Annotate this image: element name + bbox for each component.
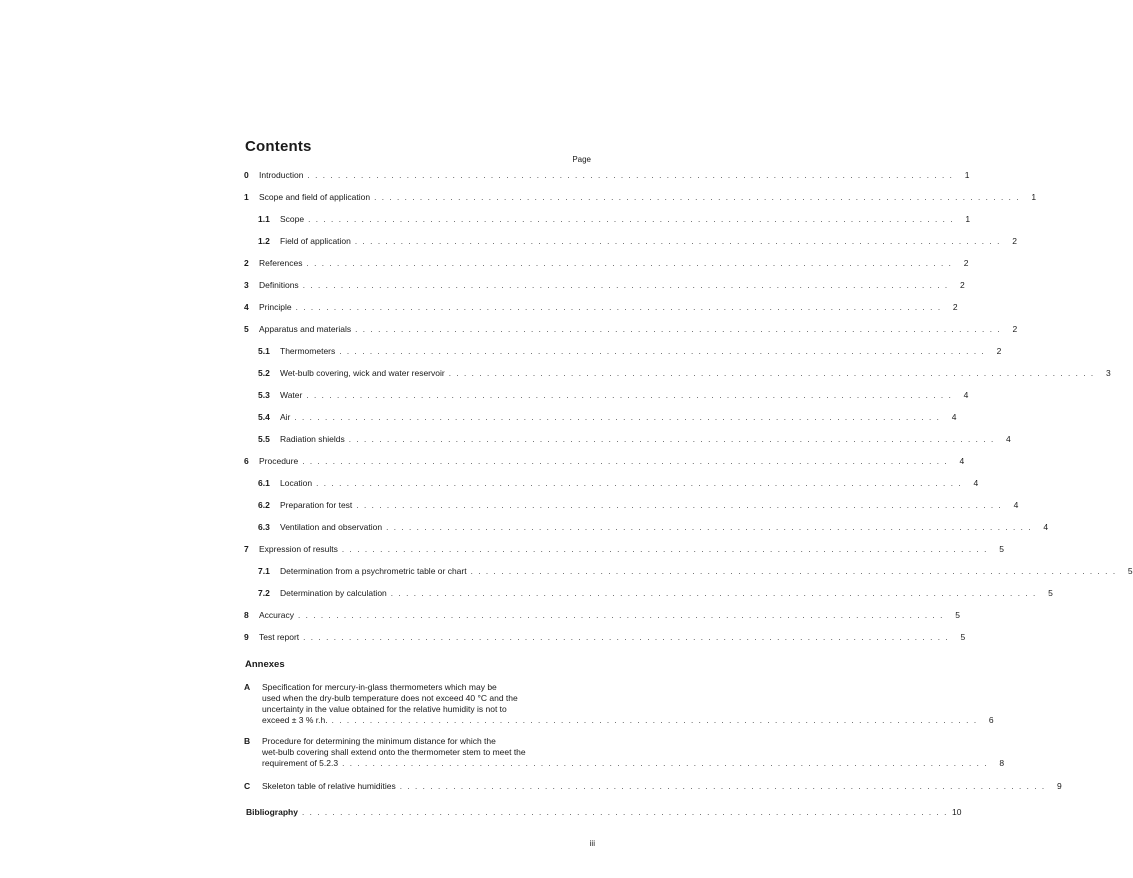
dot-leader: . . . . . . . . . . . . . . . . . . . . . . . . . . . . . . . . . . . . . . . . . . . . . . . . . . . . . . . . . . . . . . . . . . . . . . . . . . . . . . . . . . . . . bbox=[339, 347, 986, 356]
entry-page-number: 4 bbox=[959, 456, 965, 466]
entry-title: Water bbox=[280, 390, 303, 400]
entry-number: 5.3 bbox=[258, 390, 270, 400]
annex-title-line: Specification for mercury-in-glass thermometers which may be bbox=[262, 682, 497, 692]
dot-leader: . . . . . . . . . . . . . . . . . . . . . . . . . . . . . . . . . . . . . . . . . . . . . . . . . . . . . . . . . . . . . . . . . . . . . . . . . . . . . . . . . . . . . bbox=[342, 759, 989, 768]
annex-page-number: 6 bbox=[988, 715, 994, 725]
entry-page-number: 2 bbox=[1012, 236, 1017, 246]
entry-page-number: 2 bbox=[1012, 324, 1018, 334]
toc-entry[interactable] bbox=[244, 610, 960, 621]
entry-number: 0 bbox=[244, 170, 249, 180]
dot-leader: . . . . . . . . . . . . . . . . . . . . . . . . . . . . . . . . . . . . . . . . . . . . . . . . . . . . . . . . . . . . . . . . . . . . . . . . . . . . . . . . . . . . . bbox=[302, 281, 949, 290]
dot-leader: . . . . . . . . . . . . . . . . . . . . . . . . . . . . . . . . . . . . . . . . . . . . . . . . . . . . . . . . . . . . . . . . . . . . . . . . . . . . . . . . . . . . . bbox=[303, 633, 950, 642]
dot-leader: . . . . . . . . . . . . . . . . . . . . . . . . . . . . . . . . . . . . . . . . . . . . . . . . . . . . . . . . . . . . . . . . . . . . . . . . . . . . . . . . . . . . . bbox=[295, 303, 942, 312]
bibliography-page-number: 10 bbox=[951, 807, 962, 817]
entry-title: Procedure bbox=[259, 456, 299, 466]
entry-title: Scope and field of application bbox=[259, 192, 371, 202]
dot-leader: . . . . . . . . . . . . . . . . . . . . . . . . . . . . . . . . . . . . . . . . . . . . . . . . . . . . . . . . . . . . . . . . . . . . . . . . . . . . . . . . . . . . . bbox=[386, 523, 1033, 532]
entry-page-number: 4 bbox=[963, 390, 969, 400]
entry-title: Test report bbox=[259, 632, 300, 642]
toc-entry[interactable] bbox=[258, 412, 957, 423]
entry-number: 7.2 bbox=[258, 588, 270, 598]
entry-title: Expression of results bbox=[259, 544, 338, 554]
entry-number: 5 bbox=[244, 324, 249, 334]
entry-number: 2 bbox=[244, 258, 249, 268]
dot-leader: . . . . . . . . . . . . . . . . . . . . . . . . . . . . . . . . . . . . . . . . . . . . . . . . . . . . . . . . . . . . . . . . . . . . . . . . . . . . . . . . . . . . . bbox=[306, 391, 953, 400]
entry-page-number: 2 bbox=[963, 258, 969, 268]
entry-page-number: 5 bbox=[999, 544, 1004, 554]
entry-title: Thermometers bbox=[280, 346, 336, 356]
dot-leader: . . . . . . . . . . . . . . . . . . . . . . . . . . . . . . . . . . . . . . . . . . . . . . . . . . . . . . . . . . . . . . . . . . . . . . . . . . . . . . . . . . . . . bbox=[448, 369, 1095, 378]
entry-number: 5.1 bbox=[258, 346, 270, 356]
dot-leader: . . . . . . . . . . . . . . . . . . . . . . . . . . . . . . . . . . . . . . . . . . . . . . . . . . . . . . . . . . . . . . . . . . . . . . . . . . . . . . . . . . . . . bbox=[316, 479, 963, 488]
toc-entry[interactable] bbox=[244, 544, 1004, 555]
footer-page-number: iii bbox=[589, 839, 595, 848]
annex-title-line: uncertainty in the value obtained for the relative humidity is not to bbox=[262, 704, 507, 714]
annex-title-line: Procedure for determining the minimum distance for which the bbox=[262, 736, 496, 746]
toc-entry[interactable] bbox=[244, 170, 970, 181]
toc-entry[interactable] bbox=[244, 324, 1018, 335]
toc-entry[interactable] bbox=[258, 522, 1049, 533]
dot-leader: . . . . . . . . . . . . . . . . . . . . . . . . . . . . . . . . . . . . . . . . . . . . . . . . . . . . . . . . . . . . . . . . . . . . . . . . . . . . . . . . . . . . . bbox=[399, 782, 1046, 791]
entry-page-number: 3 bbox=[1106, 368, 1111, 378]
annex-title-line: wet-bulb covering shall extend onto the thermometer stem to meet the bbox=[262, 747, 526, 757]
dot-leader: . . . . . . . . . . . . . . . . . . . . . . . . . . . . . . . . . . . . . . . . . . . . . . . . . . . . . . . . . . . . . . . . . . . . . . . . . . . . . . . . . . . . . bbox=[302, 457, 949, 466]
annex-title-line: requirement of 5.2.3 bbox=[262, 758, 339, 768]
entry-title: Radiation shields bbox=[280, 434, 345, 444]
entry-title: Principle bbox=[259, 302, 292, 312]
toc-entry[interactable] bbox=[258, 478, 979, 489]
entry-page-number: 2 bbox=[952, 302, 958, 312]
entry-page-number: 1 bbox=[964, 170, 970, 180]
entry-number: 9 bbox=[244, 632, 249, 642]
dot-leader: . . . . . . . . . . . . . . . . . . . . . . . . . . . . . . . . . . . . . . . . . . . . . . . . . . . . . . . . . . . . . . . . . . . . . . . . . . . . . . . . . . . . . bbox=[374, 193, 1021, 202]
dot-leader: . . . . . . . . . . . . . . . . . . . . . . . . . . . . . . . . . . . . . . . . . . . . . . . . . . . . . . . . . . . . . . . . . . . . . . . . . . . . . . . . . . . . . bbox=[331, 716, 978, 725]
toc-entry[interactable] bbox=[244, 280, 965, 291]
entry-title: Preparation for test bbox=[280, 500, 353, 510]
entry-number: 4 bbox=[244, 302, 249, 312]
entry-page-number: 4 bbox=[973, 478, 979, 488]
toc-entry[interactable] bbox=[258, 566, 1133, 577]
toc-annex-c[interactable] bbox=[244, 781, 1062, 792]
dot-leader: . . . . . . . . . . . . . . . . . . . . . . . . . . . . . . . . . . . . . . . . . . . . . . . . . . . . . . . . . . . . . . . . . . . . . . . . . . . . . . . . . . . . . bbox=[307, 171, 954, 180]
entry-title: Introduction bbox=[259, 170, 304, 180]
entry-number: 6.3 bbox=[258, 522, 270, 532]
entry-page-number: 2 bbox=[996, 346, 1002, 356]
dot-leader: . . . . . . . . . . . . . . . . . . . . . . . . . . . . . . . . . . . . . . . . . . . . . . . . . . . . . . . . . . . . . . . . . . . . . . . . . . . . . . . . . . . . . bbox=[356, 501, 1003, 510]
page-column-label: Page bbox=[572, 155, 591, 164]
entry-number: 1.1 bbox=[258, 214, 270, 224]
dot-leader: . . . . . . . . . . . . . . . . . . . . . . . . . . . . . . . . . . . . . . . . . . . . . . . . . . . . . . . . . . . . . . . . . . . . . . . . . . . . . . . . . . . . . bbox=[355, 325, 1002, 334]
dot-leader: . . . . . . . . . . . . . . . . . . . . . . . . . . . . . . . . . . . . . . . . . . . . . . . . . . . . . . . . . . . . . . . . . . . . . . . . . . . . . . . . . . . . . bbox=[308, 215, 955, 224]
toc-entry[interactable] bbox=[258, 346, 1002, 357]
entry-number: 3 bbox=[244, 280, 249, 290]
dot-leader: . . . . . . . . . . . . . . . . . . . . . . . . . . . . . . . . . . . . . . . . . . . . . . . . . . . . . . . . . . . . . . . . . . . . . . . . . . . . . . . . . . . . . bbox=[470, 567, 1117, 576]
toc-entry[interactable] bbox=[258, 500, 1019, 511]
dot-leader: . . . . . . . . . . . . . . . . . . . . . . . . . . . . . . . . . . . . . . . . . . . . . . . . . . . . . . . . . . . . . . . . . . . . . . . . . . . . . . . . . . . . . bbox=[390, 589, 1037, 598]
toc-entry[interactable] bbox=[258, 236, 1017, 247]
toc-entry[interactable] bbox=[244, 632, 966, 643]
toc-entry[interactable] bbox=[258, 434, 1011, 445]
entry-title: Apparatus and materials bbox=[259, 324, 352, 334]
dot-leader: . . . . . . . . . . . . . . . . . . . . . . . . . . . . . . . . . . . . . . . . . . . . . . . . . . . . . . . . . . . . . . . . . . . . . . . . . . . . . . . . . . . . . bbox=[297, 611, 944, 620]
entry-number: 5.4 bbox=[258, 412, 270, 422]
toc-entry[interactable] bbox=[258, 390, 969, 401]
entry-number: 5.5 bbox=[258, 434, 270, 444]
entry-page-number: 5 bbox=[1048, 588, 1053, 598]
entry-title: Scope bbox=[280, 214, 305, 224]
entry-page-number: 1 bbox=[1031, 192, 1037, 202]
entry-title: Ventilation and observation bbox=[280, 522, 383, 532]
page-title: Contents bbox=[245, 138, 312, 155]
toc-entry[interactable] bbox=[258, 368, 1111, 379]
annex-letter: B bbox=[244, 736, 251, 746]
entry-page-number: 2 bbox=[959, 280, 965, 290]
entry-page-number: 4 bbox=[1006, 434, 1011, 444]
toc-entry[interactable] bbox=[258, 214, 971, 225]
entry-title: Wet-bulb covering, wick and water reservoir bbox=[280, 368, 445, 378]
entry-number: 1.2 bbox=[258, 236, 270, 246]
entry-title: Field of application bbox=[280, 236, 351, 246]
entry-page-number: 5 bbox=[960, 632, 966, 642]
entry-number: 1 bbox=[244, 192, 249, 202]
dot-leader: . . . . . . . . . . . . . . . . . . . . . . . . . . . . . . . . . . . . . . . . . . . . . . . . . . . . . . . . . . . . . . . . . . . . . . . . . . . . . . . . . . . . . bbox=[301, 808, 948, 817]
annex-page-number: 8 bbox=[999, 758, 1005, 768]
toc-entry[interactable] bbox=[244, 302, 958, 313]
entry-page-number: 4 bbox=[951, 412, 957, 422]
entry-title: Air bbox=[280, 412, 291, 422]
toc-entry[interactable] bbox=[244, 192, 1037, 203]
toc-annex-b[interactable] bbox=[244, 736, 1005, 769]
toc-entry[interactable] bbox=[244, 456, 965, 467]
dot-leader: . . . . . . . . . . . . . . . . . . . . . . . . . . . . . . . . . . . . . . . . . . . . . . . . . . . . . . . . . . . . . . . . . . . . . . . . . . . . . . . . . . . . . bbox=[341, 545, 988, 554]
toc-entry[interactable] bbox=[258, 588, 1053, 599]
entry-title: Definitions bbox=[259, 280, 299, 290]
annex-letter: C bbox=[244, 781, 251, 791]
entry-number: 6.1 bbox=[258, 478, 270, 488]
entry-title: Location bbox=[280, 478, 313, 488]
toc-bibliography[interactable] bbox=[246, 807, 962, 817]
entry-title: References bbox=[259, 258, 303, 268]
entry-title: Accuracy bbox=[259, 610, 294, 620]
entry-page-number: 1 bbox=[965, 214, 971, 224]
annex-letter: A bbox=[244, 682, 251, 692]
entry-number: 8 bbox=[244, 610, 249, 620]
bibliography-title: Bibliography bbox=[246, 807, 298, 817]
entry-number: 7.1 bbox=[258, 566, 270, 576]
dot-leader: . . . . . . . . . . . . . . . . . . . . . . . . . . . . . . . . . . . . . . . . . . . . . . . . . . . . . . . . . . . . . . . . . . . . . . . . . . . . . . . . . . . . . bbox=[348, 435, 995, 444]
entry-page-number: 5 bbox=[955, 610, 960, 620]
annex-page-number: 9 bbox=[1057, 781, 1062, 791]
entry-number: 7 bbox=[244, 544, 249, 554]
entry-page-number: 4 bbox=[1043, 522, 1049, 532]
toc-entry[interactable] bbox=[244, 258, 969, 269]
annex-title-line: Skeleton table of relative humidities bbox=[262, 781, 396, 791]
annexes-heading: Annexes bbox=[245, 659, 285, 670]
toc-annex-a[interactable] bbox=[244, 682, 994, 726]
dot-leader: . . . . . . . . . . . . . . . . . . . . . . . . . . . . . . . . . . . . . . . . . . . . . . . . . . . . . . . . . . . . . . . . . . . . . . . . . . . . . . . . . . . . . bbox=[306, 259, 953, 268]
entry-number: 6 bbox=[244, 456, 249, 466]
entry-title: Determination by calculation bbox=[280, 588, 387, 598]
dot-leader: . . . . . . . . . . . . . . . . . . . . . . . . . . . . . . . . . . . . . . . . . . . . . . . . . . . . . . . . . . . . . . . . . . . . . . . . . . . . . . . . . . . . . bbox=[354, 237, 1001, 246]
annex-title-line: used when the dry-bulb temperature does not exceed 40 °C and the bbox=[262, 693, 518, 703]
entry-page-number: 5 bbox=[1127, 566, 1133, 576]
entry-number: 5.2 bbox=[258, 368, 270, 378]
entry-title: Determination from a psychrometric table or chart bbox=[280, 566, 467, 576]
annex-title-line: exceed ± 3 % r.h. bbox=[262, 715, 328, 725]
entry-page-number: 4 bbox=[1013, 500, 1019, 510]
entry-number: 6.2 bbox=[258, 500, 270, 510]
dot-leader: . . . . . . . . . . . . . . . . . . . . . . . . . . . . . . . . . . . . . . . . . . . . . . . . . . . . . . . . . . . . . . . . . . . . . . . . . . . . . . . . . . . . . bbox=[294, 413, 941, 422]
